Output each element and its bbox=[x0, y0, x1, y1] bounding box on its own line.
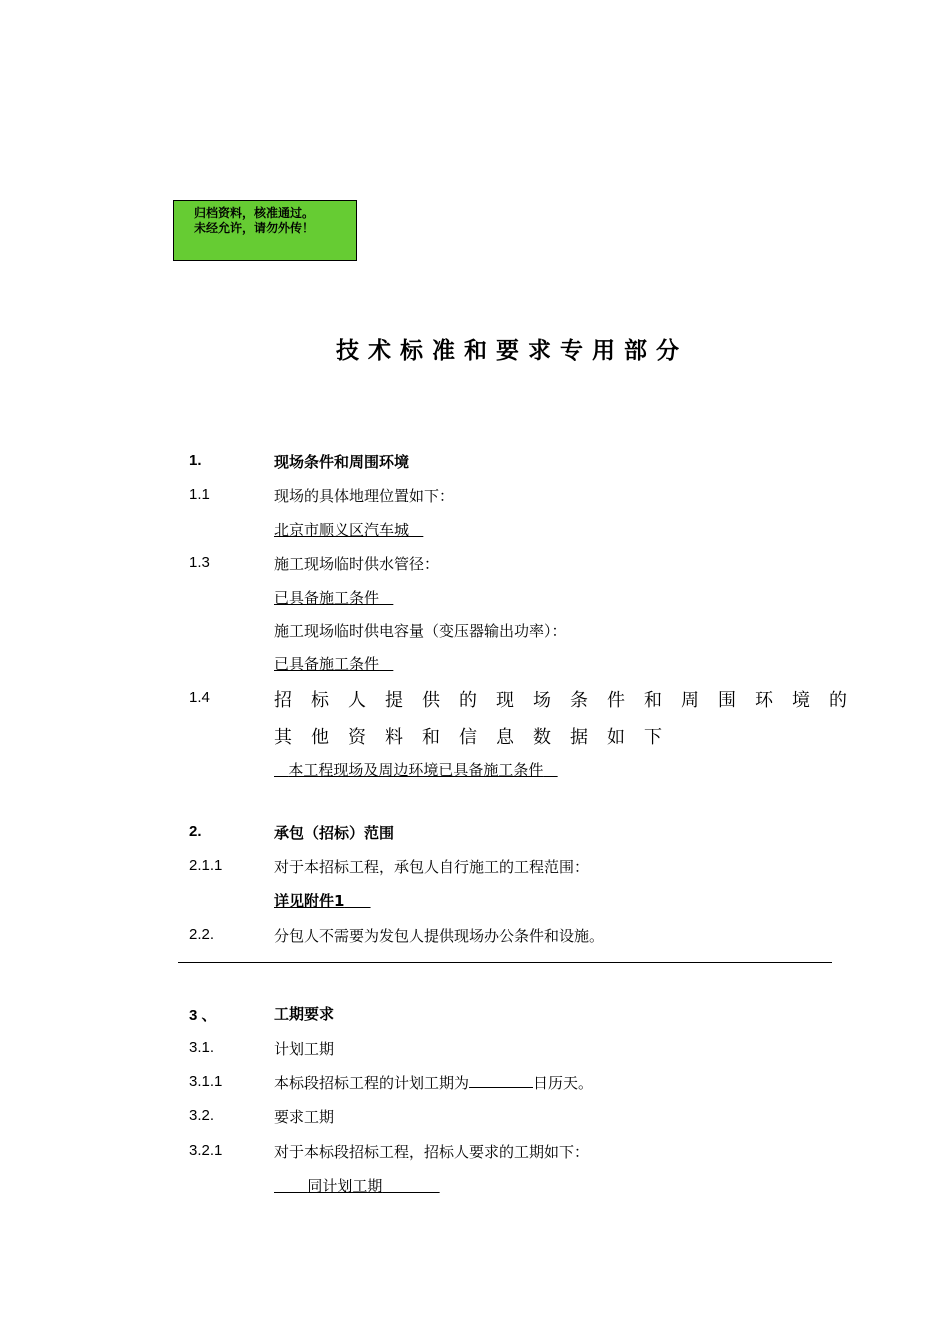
item-1-3-text-2: 施工现场临时供电容量（变压器输出功率）： bbox=[274, 622, 567, 640]
item-1-4-value: 本工程现场及周边环境已具备施工条件 bbox=[288, 761, 544, 779]
item-3-2-text: 要求工期 bbox=[274, 1108, 335, 1126]
item-3-1-1-text: 本标段招标工程的计划工期为 日历天。 bbox=[274, 1074, 594, 1092]
section-3-heading: 工期要求 bbox=[274, 1005, 335, 1023]
item-1-1-number: 1.1 bbox=[189, 486, 210, 503]
item-1-4-line-2: 其他资料和信息数据如下 bbox=[274, 727, 681, 748]
item-1-4-number: 1.4 bbox=[189, 689, 210, 706]
divider-line bbox=[178, 962, 832, 963]
section-2-heading: 承包（招标）范围 bbox=[274, 824, 395, 842]
item-3-2-number: 3.2. bbox=[189, 1107, 215, 1124]
section-1-number: 1. bbox=[189, 452, 202, 469]
stamp-line-1: 归档资料，核准通过。 bbox=[194, 206, 315, 220]
item-1-3-value: 已具备施工条件 bbox=[274, 589, 380, 607]
item-2-2-number: 2.2. bbox=[189, 926, 215, 943]
item-3-2-1-value: 同计划工期 bbox=[307, 1177, 383, 1195]
item-1-3-value-2: 已具备施工条件 bbox=[274, 655, 380, 673]
item-3-2-1-number: 3.2.1 bbox=[189, 1142, 223, 1159]
item-3-1-text: 计划工期 bbox=[274, 1040, 335, 1058]
item-3-1-number: 3.1. bbox=[189, 1039, 215, 1056]
item-1-3-text: 施工现场临时供水管径： bbox=[274, 555, 440, 573]
item-3-2-1-text: 对于本标段招标工程，招标人要求的工期如下： bbox=[274, 1143, 590, 1161]
archive-stamp bbox=[173, 200, 357, 261]
item-2-1-1-text: 对于本招标工程，承包人自行施工的工程范围： bbox=[274, 858, 590, 876]
item-2-2-text: 分包人不需要为发包人提供现场办公条件和设施。 bbox=[274, 927, 605, 945]
section-3-number: 3 、 bbox=[189, 1007, 217, 1024]
item-1-4-line-1: 招标人提供的现场条件和周围环境的 bbox=[274, 690, 866, 711]
page-title: 技术标准和要求专用部分 bbox=[336, 338, 688, 364]
item-1-1-value: 北京市顺义区汽车城 bbox=[274, 521, 410, 539]
stamp-line-2: 未经允许，请勿外传！ bbox=[194, 221, 315, 235]
item-3-1-1-number: 3.1.1 bbox=[189, 1073, 223, 1090]
item-2-1-1-value: 详见附件1 bbox=[274, 892, 345, 910]
item-2-1-1-number: 2.1.1 bbox=[189, 857, 223, 874]
section-1-heading: 现场条件和周围环境 bbox=[274, 453, 410, 471]
duration-blank bbox=[469, 1073, 533, 1088]
section-2-number: 2. bbox=[189, 823, 202, 840]
item-1-1-text: 现场的具体地理位置如下： bbox=[274, 487, 455, 505]
item-1-3-number: 1.3 bbox=[189, 554, 210, 571]
